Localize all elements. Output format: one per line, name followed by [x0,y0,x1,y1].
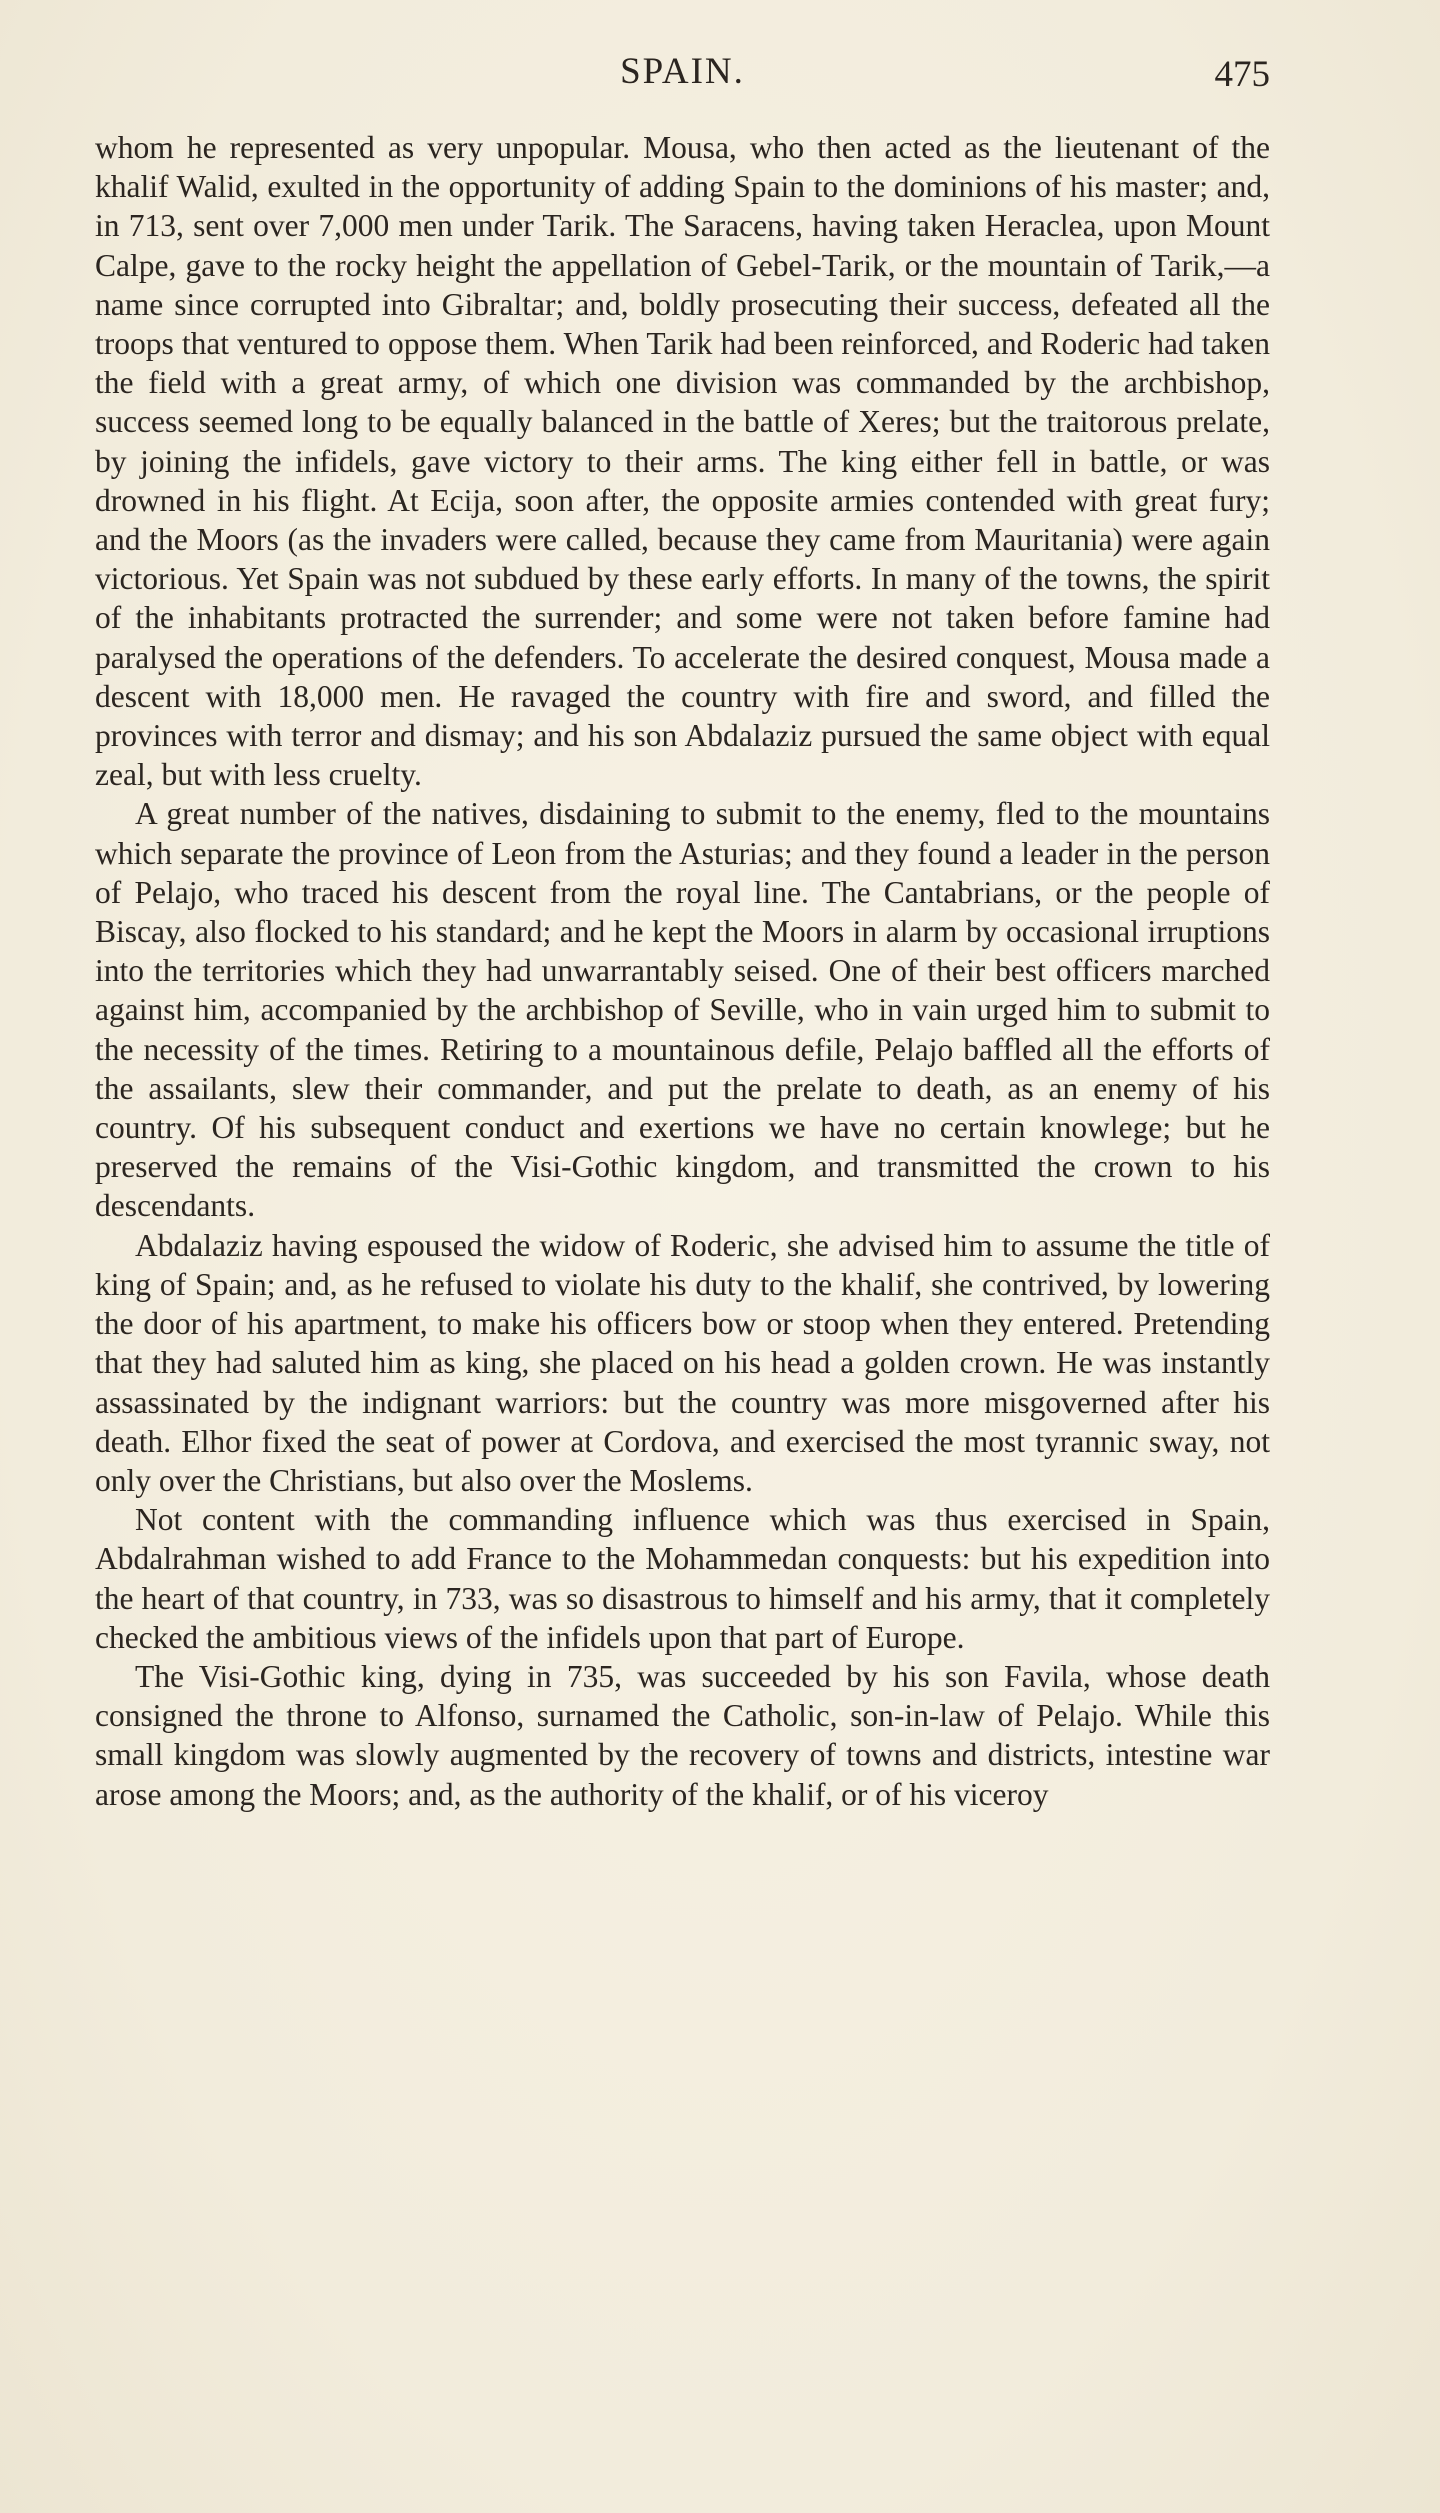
running-head: SPAIN. [620,51,745,92]
paragraph: The Visi-Gothic king, dying in 735, was succeeded by his son Favila, whose death consigned the throne to Alfonso, surnamed the Catholic, son-in-law of Pelajo. While this small kingdom was slowly augmented by the recovery of towns and districts, intestine war arose among the Moors; and, as the authority of the khalif, or of his viceroy [95,1658,1270,1812]
paragraph: Abdalaziz having espoused the widow of Roderic, she advised him to assume the title of king of Spain; and, as he refused to violate his duty to the khalif, she contrived, by lowering the door of his apartment, to make his officers bow or stoop when they entered. Pretending that they had saluted him as king, she placed on his head a golden crown. He was instantly assassinated by the indignant warriors: but the country was more misgoverned after his death. Elhor fixed the seat of power at Cordova, and exercised the most tyrannic sway, not only over the Christians, but also over the Moslems. [95,1227,1270,1498]
paragraph: Not content with the commanding influence which was thus exercised in Spain, Abdalrahman wished to add France to the Mohammedan conquests: but his expedition into the heart of that country, in 733, was so disastrous to himself and his army, that it completely checked the ambitious views of the infidels upon that part of Europe. [95,1502,1270,1655]
page-header [95,50,1270,100]
paragraph: whom he represented as very unpopular. Mousa, who then acted as the lieutenant of the khalif Walid, exulted in the opportunity of adding Spain to the dominions of his master; and, in 713, sent over 7,000 men under Tarik. The Saracens, having taken Heraclea, upon Mount Calpe, gave to the rocky height the appellation of Gebel-Tarik, or the mountain of Tarik,—a name since corrupted into Gibraltar; and, boldly prosecuting their success, defeated all the troops that ventured to oppose them. When Tarik had been reinforced, and Roderic had taken the field with a great army, of which one division was commanded by the archbishop, success seemed long to be equally balanced in the battle of Xeres; but the traitorous prelate, by joining the infidels, gave victory to their arms. The king either fell in battle, or was drowned in his flight. At Ecija, soon after, the opposite armies contended with great fury; and the Moors (as the invaders were called, because they came from Mauritania) were again victorious. Yet Spain was not subdued by these early efforts. In many of the towns, the spirit of the inhabitants protracted the surrender; and some were not taken before famine had paralysed the operations of the defenders. To accelerate the desired conquest, Mousa made a descent with 18,000 men. He ravaged the country with fire and sword, and filled the provinces with terror and dismay; and his son Abdalaziz pursued the same object with equal zeal, but with less cruelty. [95,130,1270,793]
page-number: 475 [1214,54,1270,95]
paragraph: A great number of the natives, disdaining to submit to the enemy, fled to the mountains which separate the province of Leon from the Asturias; and they found a leader in the person of Pelajo, who traced his descent from the royal line. The Cantabrians, or the people of Biscay, also flocked to his standard; and he kept the Moors in alarm by occasional irruptions into the territories which they had unwarrantably seised. One of their best officers marched against him, accompanied by the archbishop of Seville, who in vain urged him to submit to the necessity of the times. Retiring to a mountainous defile, Pelajo baffled all the efforts of the assailants, slew their commander, and put the prelate to death, as an enemy of his country. Of his subsequent conduct and exertions we have no certain knowlege; but he preserved the remains of the Visi-Gothic kingdom, and transmitted the crown to his descendants. [95,796,1270,1224]
body-text [95,128,1270,1814]
